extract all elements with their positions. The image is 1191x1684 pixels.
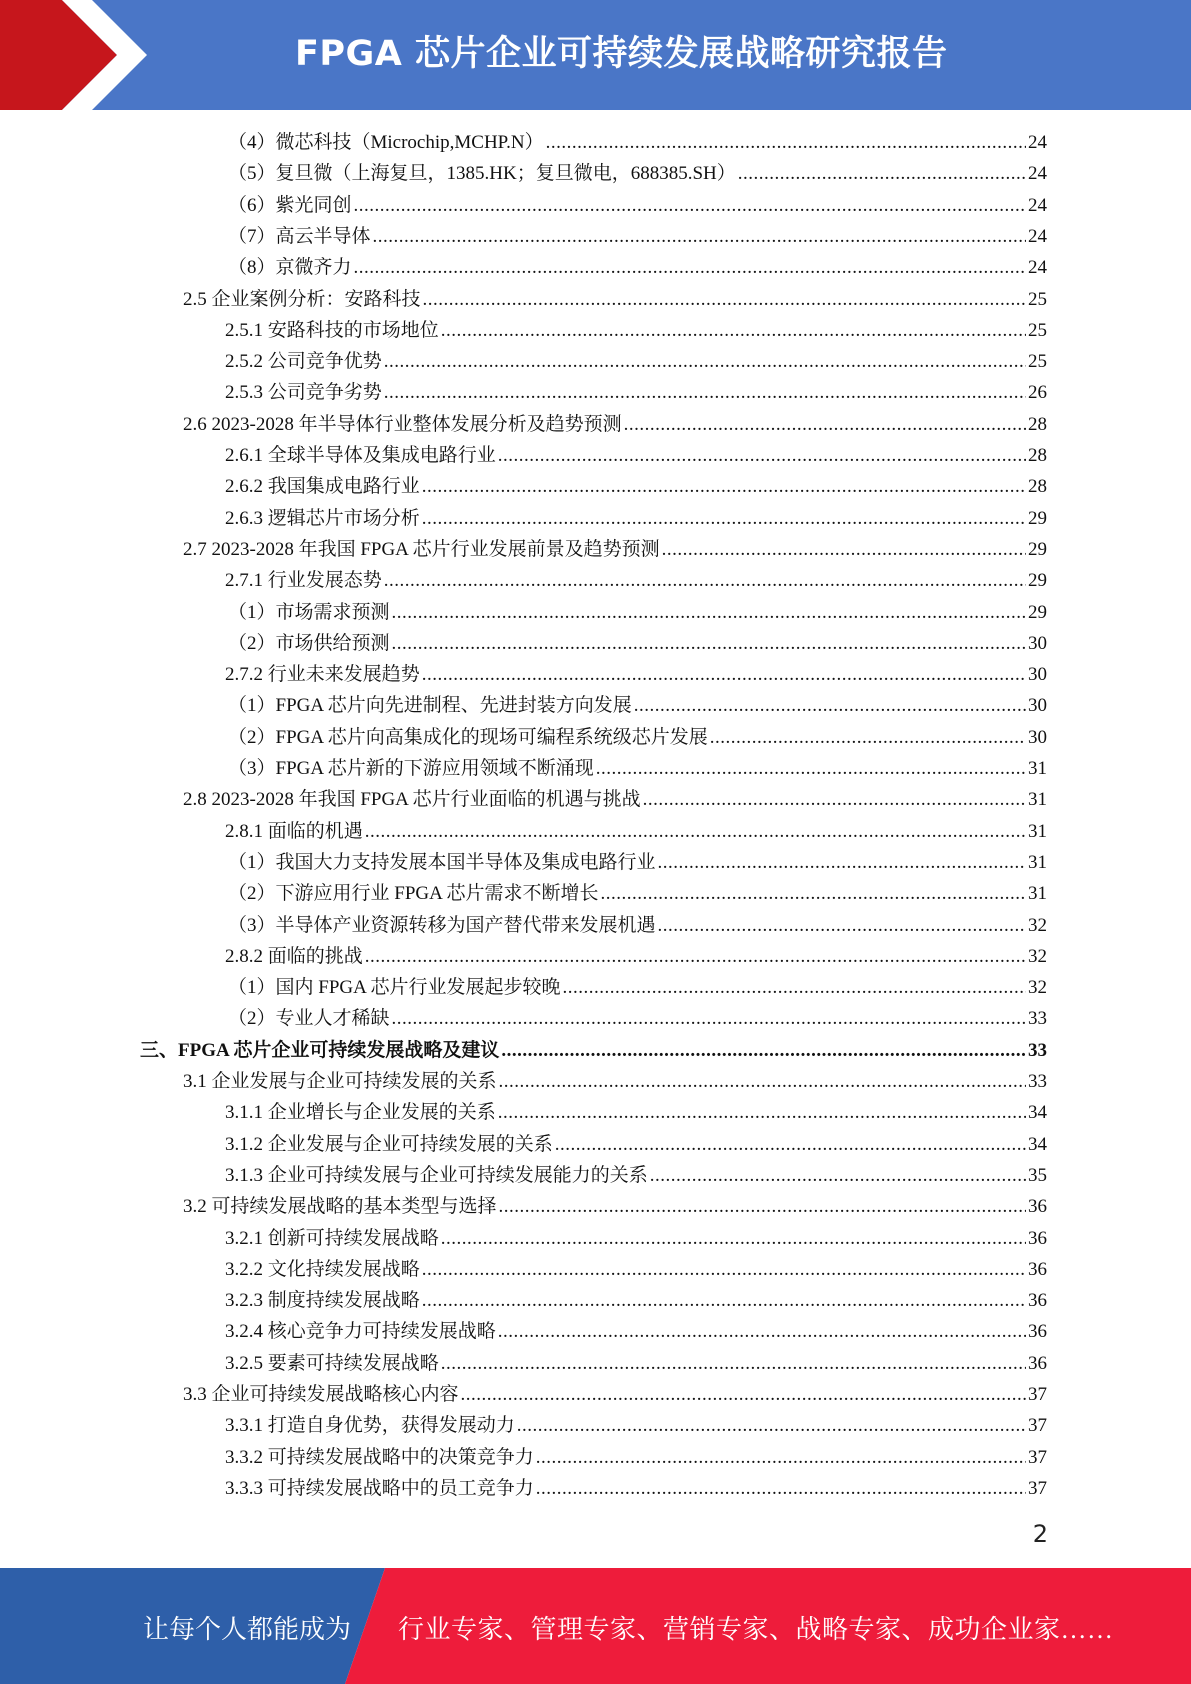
toc-entry[interactable] [225,471,1047,502]
toc-entry[interactable] [225,377,1047,408]
toc-dot-leader [422,659,1026,690]
toc-entry-page: 28 [1028,476,1047,498]
toc-dot-leader [498,1316,1026,1347]
toc-entry-title: （2）下游应用行业 FPGA 芯片需求不断增长 [228,883,599,905]
toc-entry[interactable] [225,941,1047,972]
toc-entry-page: 36 [1028,1258,1047,1280]
toc-entry-title: 2.5.2 公司竞争优势 [225,351,382,373]
toc-dot-leader [650,1160,1026,1191]
toc-dot-leader [392,628,1026,659]
toc-dot-leader [461,1379,1026,1410]
toc-entry[interactable] [228,690,1047,721]
toc-dot-leader [498,1097,1026,1128]
toc-entry[interactable] [228,597,1047,628]
toc-dot-leader [517,1410,1026,1441]
toc-entry-title: （1）我国大力支持发展本国半导体及集成电路行业 [228,851,656,873]
toc-entry[interactable] [228,190,1047,221]
toc-entry[interactable] [225,816,1047,847]
toc-entry-title: 2.6.3 逻辑芯片市场分析 [225,507,420,529]
toc-entry-page: 33 [1028,1008,1047,1030]
toc-entry[interactable] [228,847,1047,878]
toc-dot-leader [384,377,1026,408]
toc-dot-leader [354,252,1026,283]
toc-dot-leader [423,284,1026,315]
toc-dot-leader [546,127,1026,158]
toc-entry-title: 3.2.3 制度持续发展战略 [225,1290,420,1312]
toc-entry[interactable] [225,1316,1047,1347]
toc-entry[interactable] [228,1003,1047,1034]
toc-dot-leader [441,1223,1026,1254]
toc-entry-title: 2.5.3 公司竞争劣势 [225,382,382,404]
toc-entry-page: 36 [1028,1227,1047,1249]
toc-dot-leader [643,784,1026,815]
toc-entry[interactable] [183,1191,1047,1222]
toc-dot-leader [658,847,1026,878]
toc-entry-title: 2.6 2023-2028 年半导体行业整体发展分析及趋势预测 [183,413,622,435]
footer-banner [0,1568,1191,1684]
toc-entry-title: （3）FPGA 芯片新的下游应用领域不断涌现 [228,758,594,779]
toc-entry[interactable] [225,1348,1047,1379]
toc-entry-page: 36 [1028,1352,1047,1374]
toc-entry[interactable] [225,1254,1047,1285]
toc-dot-leader [501,1035,1026,1066]
toc-dot-leader [536,1473,1026,1504]
toc-dot-leader [392,1003,1026,1034]
toc-entry[interactable] [183,534,1047,565]
toc-entry-title: 2.5 企业案例分析：安路科技 [183,288,421,310]
toc-entry-page: 34 [1028,1102,1047,1124]
toc-entry-page: 31 [1028,883,1047,905]
toc-entry-page: 36 [1028,1290,1047,1312]
toc-entry-page: 29 [1028,570,1047,592]
toc-dot-leader [392,597,1026,628]
toc-entry-page: 25 [1028,288,1047,310]
toc-dot-leader [658,910,1026,941]
toc-dot-leader [498,440,1026,471]
toc-entry-page: 34 [1028,1133,1047,1155]
toc-entry[interactable] [228,722,1047,753]
toc-entry[interactable] [225,659,1047,690]
toc-entry[interactable] [228,252,1047,283]
toc-dot-leader [373,221,1026,252]
toc-entry-title: （3）半导体产业资源转移为国产替代带来发展机遇 [228,914,656,936]
toc-entry-page: 37 [1028,1415,1047,1437]
toc-dot-leader [624,409,1026,440]
toc-entry[interactable] [228,910,1047,941]
toc-entry[interactable] [228,221,1047,252]
toc-entry-title: 3.3.1 打造自身优势，获得发展动力 [225,1415,515,1437]
toc-entry-page: 37 [1028,1477,1047,1499]
toc-entry-page: 32 [1028,914,1047,936]
toc-dot-leader [536,1442,1026,1473]
toc-entry-title: 3.2.1 创新可持续发展战略 [225,1227,439,1249]
toc-entry[interactable] [225,503,1047,534]
toc-entry-title: （2）市场供给预测 [228,632,390,654]
toc-entry[interactable] [228,628,1047,659]
toc-entry-page: 25 [1028,319,1047,341]
toc-dot-leader [499,1191,1026,1222]
toc-entry-page: 25 [1028,351,1047,373]
toc-entry[interactable] [228,753,1047,784]
toc-entry-title: （4）微芯科技（Microchip,MCHP.N） [228,132,544,153]
toc-entry-page: 31 [1028,851,1047,873]
toc-entry-title: （1）FPGA 芯片向先进制程、先进封装方向发展 [228,695,632,717]
toc-entry-page: 35 [1028,1164,1047,1186]
toc-entry-title: （2）FPGA 芯片向高集成化的现场可编程系统级芯片发展 [228,726,708,748]
toc-entry-page: 37 [1028,1446,1047,1468]
toc-entry-page: 28 [1028,413,1047,435]
toc-dot-leader [384,565,1026,596]
toc-entry-page: 31 [1028,758,1047,779]
toc-entry-page: 36 [1028,1196,1047,1218]
toc-entry[interactable] [183,1066,1047,1097]
toc-entry-title: 3.3.3 可持续发展战略中的员工竞争力 [225,1477,534,1499]
toc-dot-leader [563,972,1026,1003]
toc-entry[interactable] [228,972,1047,1003]
toc-dot-leader [422,503,1026,534]
toc-dot-leader [441,315,1026,346]
toc-entry-page: 36 [1028,1321,1047,1343]
toc-entry-page: 29 [1028,507,1047,529]
toc-dot-leader [422,1254,1026,1285]
toc-dot-leader [441,1348,1026,1379]
toc-entry-title: 2.8.2 面临的挑战 [225,945,363,967]
toc-entry-title: 3.1 企业发展与企业可持续发展的关系 [183,1071,497,1092]
toc-entry[interactable] [225,1473,1047,1504]
toc-entry-page: 29 [1028,601,1047,623]
toc-entry[interactable] [140,1035,1047,1066]
toc-dot-leader [634,690,1026,721]
toc-entry-title: 3.3 企业可持续发展战略核心内容 [183,1384,459,1405]
toc-entry-title: 2.7 2023-2028 年我国 FPGA 芯片行业发展前景及趋势预测 [183,538,660,560]
toc-entry-page: 29 [1028,538,1047,560]
toc-entry-title: 3.2.5 要素可持续发展战略 [225,1352,439,1374]
toc-entry-title: 3.1.3 企业可持续发展与企业可持续发展能力的关系 [225,1164,648,1186]
toc-entry[interactable] [225,1410,1047,1441]
toc-dot-leader [384,346,1026,377]
toc-entry[interactable] [228,158,1047,189]
toc-entry-title: 2.8 2023-2028 年我国 FPGA 芯片行业面临的机遇与挑战 [183,789,641,811]
toc-dot-leader [555,1129,1026,1160]
toc-entry[interactable] [225,1223,1047,1254]
toc-entry[interactable] [228,878,1047,909]
toc-entry-title: 3.1.1 企业增长与企业发展的关系 [225,1102,496,1124]
toc-entry-page: 24 [1028,163,1047,185]
toc-dot-leader [422,471,1026,502]
toc-entry[interactable] [225,1285,1047,1316]
toc-entry[interactable] [183,1379,1047,1410]
toc-dot-leader [365,941,1026,972]
toc-entry-title: （6）紫光同创 [228,194,352,216]
toc-entry-title: （2）专业人才稀缺 [228,1008,390,1030]
toc-entry-title: （1）国内 FPGA 芯片行业发展起步较晚 [228,977,561,999]
toc-entry-page: 30 [1028,726,1047,748]
toc-entry[interactable] [225,315,1047,346]
toc-entry-page: 33 [1028,1039,1047,1061]
toc-entry-page: 31 [1028,820,1047,842]
toc-entry[interactable] [225,346,1047,377]
toc-entry[interactable] [225,1129,1047,1160]
toc-entry[interactable] [225,1160,1047,1191]
toc-entry-title: 2.7.1 行业发展态势 [225,570,382,592]
toc-entry-title: 2.7.2 行业未来发展趋势 [225,664,420,686]
toc-entry-page: 31 [1028,789,1047,811]
toc-dot-leader [365,816,1026,847]
toc-entry-title: 3.3.2 可持续发展战略中的决策竞争力 [225,1446,534,1468]
toc-entry[interactable] [225,565,1047,596]
toc-dot-leader [601,878,1026,909]
toc-entry-page: 24 [1028,225,1047,247]
toc-entry-title: 2.6.1 全球半导体及集成电路行业 [225,445,496,466]
toc-entry-title: 3.2.2 文化持续发展战略 [225,1258,420,1280]
toc-entry-title: 2.8.1 面临的机遇 [225,820,363,842]
toc-dot-leader [738,158,1026,189]
toc-entry[interactable] [225,1442,1047,1473]
footer-slogan-left: 让每个人都能成为 [143,1615,352,1644]
header-banner [0,0,1191,110]
header-chevron-graphic [0,0,150,110]
document-title: FPGA 芯片企业可持续发展战略研究报告 [295,34,948,74]
toc-entry[interactable] [183,784,1047,815]
toc-dot-leader [499,1066,1026,1097]
toc-entry-page: 28 [1028,445,1047,466]
toc-entry-page: 24 [1028,194,1047,216]
toc-entry-page: 26 [1028,382,1047,404]
toc-entry-title: （5）复旦微（上海复旦，1385.HK；复旦微电，688385.SH） [228,163,736,185]
toc-entry[interactable] [183,409,1047,440]
toc-entry-page: 30 [1028,632,1047,654]
toc-dot-leader [710,722,1026,753]
toc-entry[interactable] [225,1097,1047,1128]
toc-entry-title: 2.6.2 我国集成电路行业 [225,476,420,498]
toc-dot-leader [596,753,1026,784]
toc-entry-title: 3.2 可持续发展战略的基本类型与选择 [183,1196,497,1218]
toc-entry-title: 2.5.1 安路科技的市场地位 [225,319,439,341]
toc-entry-page: 33 [1028,1071,1047,1092]
page-number: 2 [1032,1520,1048,1548]
toc-entry[interactable] [228,127,1047,158]
toc-dot-leader [354,190,1026,221]
toc-entry-page: 37 [1028,1384,1047,1405]
toc-entry-page: 32 [1028,977,1047,999]
toc-entry-title: （8）京微齐力 [228,257,352,279]
toc-entry-title: （7）高云半导体 [228,225,371,247]
toc-entry-page: 30 [1028,695,1047,717]
toc-entry-title: 3.2.4 核心竞争力可持续发展战略 [225,1321,496,1343]
toc-entry-page: 24 [1028,132,1047,153]
toc-entry-title: 3.1.2 企业发展与企业可持续发展的关系 [225,1133,553,1155]
toc-entry-page: 30 [1028,664,1047,686]
footer-slogan-right: 行业专家、管理专家、营销专家、战略专家、成功企业家…… [398,1615,1114,1644]
toc-entry-page: 32 [1028,945,1047,967]
toc-entry-title: （1）市场需求预测 [228,601,390,623]
toc-entry[interactable] [225,440,1047,471]
toc-entry-page: 24 [1028,257,1047,279]
toc-entry-title: 三、FPGA 芯片企业可持续发展战略及建议 [140,1039,500,1061]
toc-entry[interactable] [183,284,1047,315]
toc-dot-leader [662,534,1026,565]
toc-dot-leader [422,1285,1026,1316]
